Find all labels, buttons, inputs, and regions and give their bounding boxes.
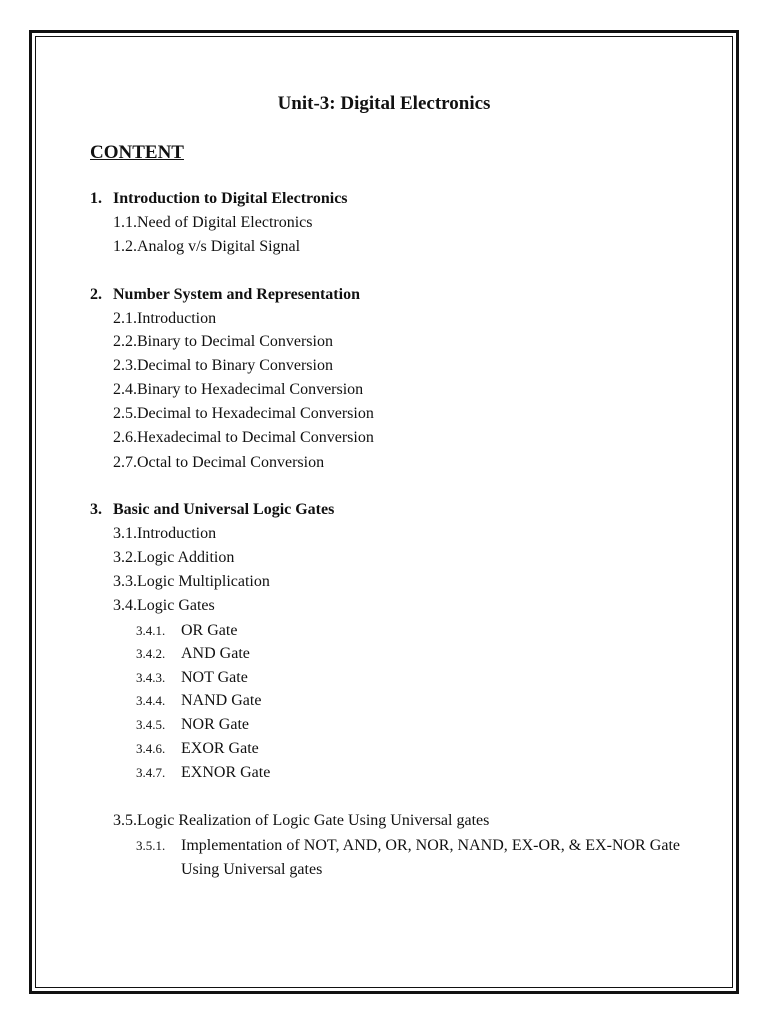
section-1-heading xyxy=(90,188,348,210)
list-item: 2.3.Decimal to Binary Conversion xyxy=(113,357,333,374)
section-3-heading xyxy=(90,499,334,521)
list-item: 3.2.Logic Addition xyxy=(113,549,235,566)
content-heading: CONTENT xyxy=(90,142,184,163)
item-text: NOT Gate xyxy=(181,669,248,686)
list-item: 2.2.Binary to Decimal Conversion xyxy=(113,333,333,350)
item-text: EXOR Gate xyxy=(181,740,259,757)
item-text: Implementation of NOT, AND, OR, NOR, NAND, EX-OR, & EX-NOR Gate Using Universal gates xyxy=(181,837,680,878)
item-number: 3.4.6. xyxy=(136,741,166,756)
list-item: 1.2.Analog v/s Digital Signal xyxy=(113,238,301,255)
list-item: 3.5.Logic Realization of Logic Gate Using Universal gates xyxy=(113,812,490,829)
list-item: 3.1.Introduction xyxy=(113,525,217,542)
list-item: 3.4.Logic Gates xyxy=(113,597,215,614)
item-number: 3.4.3. xyxy=(136,670,166,685)
section-number: 2. xyxy=(90,286,102,303)
section-number: 3. xyxy=(90,501,102,518)
item-number: 3.4.4. xyxy=(136,693,166,708)
item-number: 3.4.1. xyxy=(136,623,166,638)
list-item: 3.3.Logic Multiplication xyxy=(113,573,270,590)
logic-gate-item xyxy=(136,620,237,642)
list-item: 1.1.Need of Digital Electronics xyxy=(113,214,313,231)
list-item: 2.5.Decimal to Hexadecimal Conversion xyxy=(113,405,374,422)
document-title: Unit-3: Digital Electronics xyxy=(277,93,491,114)
logic-gate-item xyxy=(136,643,250,665)
item-number: 3.4.7. xyxy=(136,765,166,780)
item-number: 3.4.2. xyxy=(136,646,166,661)
list-item: 2.6.Hexadecimal to Decimal Conversion xyxy=(113,429,374,446)
section-title: Introduction to Digital Electronics xyxy=(113,190,348,207)
item-text: NAND Gate xyxy=(181,692,262,709)
item-text: EXNOR Gate xyxy=(181,764,271,781)
list-item: 2.7.Octal to Decimal Conversion xyxy=(113,454,325,471)
item-text: OR Gate xyxy=(181,622,238,639)
logic-gate-item xyxy=(136,738,259,760)
logic-gate-item xyxy=(136,714,249,736)
section-number: 1. xyxy=(90,190,102,207)
logic-gate-item xyxy=(136,690,261,712)
list-item: 2.4.Binary to Hexadecimal Conversion xyxy=(113,381,364,398)
item-number: 3.5.1. xyxy=(136,838,166,853)
list-item: 2.1.Introduction xyxy=(113,310,217,327)
item-text: NOR Gate xyxy=(181,716,249,733)
logic-gate-item xyxy=(136,762,270,784)
section-2-heading xyxy=(90,284,360,306)
universal-gates-item xyxy=(136,834,680,882)
item-number: 3.4.5. xyxy=(136,717,166,732)
item-text: AND Gate xyxy=(181,645,250,662)
section-title: Number System and Representation xyxy=(113,286,360,303)
logic-gate-item xyxy=(136,667,248,689)
section-title: Basic and Universal Logic Gates xyxy=(113,501,335,518)
